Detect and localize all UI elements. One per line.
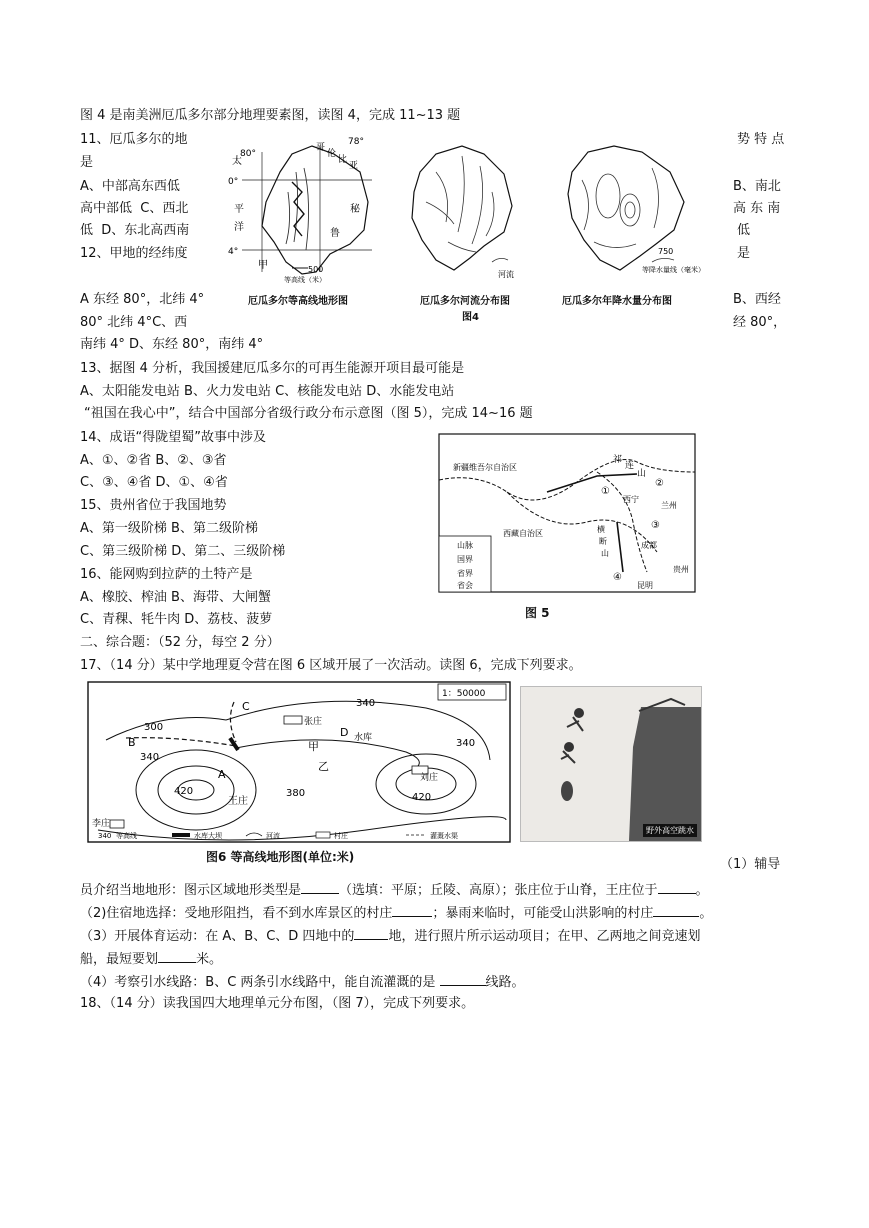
q15-stem: 15、贵州省位于我国地势 xyxy=(80,498,227,513)
q11-option-b-cont: 高中部低 C、西北 xyxy=(80,201,189,216)
map-contour xyxy=(228,137,372,284)
svg-text:4°: 4° xyxy=(228,247,239,257)
q11-stem-right: 势 特 点 xyxy=(737,132,785,147)
map2-caption: 厄瓜多尔河流分布图 xyxy=(420,296,510,307)
intro2-text: “祖国在我心中”，结合中国部分省级行政分布示意图（图 5），完成 14~16 题 xyxy=(84,406,533,421)
svg-text:山: 山 xyxy=(637,469,647,479)
answer-blank-3[interactable] xyxy=(392,903,432,917)
figure-5-label: 图 5 xyxy=(525,606,550,620)
q12-option-a: A 东经 80°，北纬 4° xyxy=(80,292,205,307)
svg-text:伦: 伦 xyxy=(327,149,337,159)
q11-stem: 11、厄瓜多尔的地 xyxy=(80,132,188,147)
q17-part-4: （4）考察引水线路：B、C 两条引水线路中，能自流灌溉的是 线路。 xyxy=(80,972,525,992)
q11-option-b: B、南北 xyxy=(733,179,781,194)
svg-text:王庄: 王庄 xyxy=(228,796,248,807)
svg-text:村庄: 村庄 xyxy=(334,832,348,840)
q15-options-2: C、第三级阶梯 D、第二、三级阶梯 xyxy=(80,544,286,559)
q11-option-c-cont: 高 东 南 xyxy=(733,201,781,216)
svg-text:③: ③ xyxy=(651,520,660,531)
svg-text:新疆维吾尔自治区: 新疆维吾尔自治区 xyxy=(453,463,517,472)
map1-caption: 厄瓜多尔等高线地形图 xyxy=(248,296,348,307)
photo-caption: 野外高空跳水 xyxy=(643,824,697,837)
svg-text:340: 340 xyxy=(98,832,112,840)
svg-text:比: 比 xyxy=(338,155,348,165)
svg-text:300: 300 xyxy=(144,722,164,733)
svg-text:平: 平 xyxy=(234,204,244,215)
svg-text:成都: 成都 xyxy=(641,541,657,550)
answer-blank-4[interactable] xyxy=(653,903,699,917)
svg-text:山: 山 xyxy=(601,549,609,558)
svg-text:380: 380 xyxy=(286,788,306,799)
svg-text:西宁: 西宁 xyxy=(623,495,639,504)
q11-option-a: A、中部高东西低 xyxy=(80,179,180,194)
svg-text:B: B xyxy=(128,736,136,749)
svg-text:1：50000: 1：50000 xyxy=(442,689,486,699)
map3-caption: 厄瓜多尔年降水量分布图 xyxy=(562,296,672,307)
q17-part-3-cont: 船，最短要划 米。 xyxy=(80,949,222,969)
svg-text:省界: 省界 xyxy=(457,569,473,578)
svg-text:昆明: 昆明 xyxy=(637,581,653,590)
q18-stem: 18、（14 分）读我国四大地理单元分布图，（图 7），完成下列要求。 xyxy=(80,996,475,1011)
svg-text:秘: 秘 xyxy=(350,204,360,215)
q16-options-1: A、橡胶、榨油 B、海带、大闸蟹 xyxy=(80,590,271,605)
svg-text:等降水量线（毫米）: 等降水量线（毫米） xyxy=(642,266,705,274)
q14-options-1: A、①、②省 B、②、③省 xyxy=(80,453,227,468)
svg-text:亚: 亚 xyxy=(349,161,359,171)
svg-text:西藏自治区: 西藏自治区 xyxy=(503,529,543,538)
svg-text:李庄: 李庄 xyxy=(92,819,111,829)
svg-text:②: ② xyxy=(655,478,664,489)
answer-blank-5[interactable] xyxy=(354,926,388,940)
figure-4 xyxy=(222,132,720,330)
svg-text:A: A xyxy=(218,768,226,781)
svg-text:①: ① xyxy=(601,486,610,497)
svg-text:省会: 省会 xyxy=(457,581,473,590)
svg-text:太: 太 xyxy=(232,156,242,167)
svg-text:国界: 国界 xyxy=(457,555,473,564)
svg-text:等高线: 等高线 xyxy=(116,832,137,840)
q12-stem-right: 是 xyxy=(737,246,751,261)
svg-text:鲁: 鲁 xyxy=(330,228,340,239)
svg-text:C: C xyxy=(242,700,250,713)
map-precipitation xyxy=(568,146,705,274)
svg-text:河流: 河流 xyxy=(498,270,514,279)
figure-6-caption: 图6 等高线地形图(单位:米) xyxy=(206,850,355,864)
svg-text:0°: 0° xyxy=(228,177,239,187)
svg-text:贵州: 贵州 xyxy=(673,565,689,574)
svg-text:兰州: 兰州 xyxy=(661,501,677,510)
q14-stem: 14、成语“得陇望蜀”故事中涉及 xyxy=(80,430,267,445)
section-2-heading: 二、综合题：（52 分，每空 2 分） xyxy=(80,635,280,650)
svg-text:河流: 河流 xyxy=(266,832,280,840)
q12-line2: 80° 北纬 4°C、西 xyxy=(80,315,188,330)
svg-text:D: D xyxy=(340,726,349,739)
diving-photo xyxy=(520,686,702,842)
q11-option-d-cont: 低 xyxy=(737,223,751,238)
answer-blank-6[interactable] xyxy=(158,949,196,963)
svg-text:山脉: 山脉 xyxy=(457,541,473,550)
svg-text:水库: 水库 xyxy=(354,733,373,743)
q17-part-1: 员介绍当地地形：图示区域地形类型是 （选填：平原；丘陵、高原）；张庄位于山脊，王庄位于 。 xyxy=(80,880,709,900)
q16-options-2: C、青稞、牦牛肉 D、荔枝、菠萝 xyxy=(80,612,273,627)
q12-option-b: B、西经 xyxy=(733,292,781,307)
svg-text:哥: 哥 xyxy=(316,143,326,153)
svg-text:420: 420 xyxy=(174,786,194,797)
svg-text:连: 连 xyxy=(625,461,635,471)
svg-text:等高线（米）: 等高线（米） xyxy=(284,276,326,284)
svg-text:④: ④ xyxy=(613,572,622,583)
svg-text:断: 断 xyxy=(599,537,607,546)
svg-text:340: 340 xyxy=(456,738,476,749)
svg-text:750: 750 xyxy=(658,247,674,256)
svg-text:刘庄: 刘庄 xyxy=(420,773,439,783)
q11-option-d: 低 D、东北高西南 xyxy=(80,223,190,238)
answer-blank-7[interactable] xyxy=(440,972,486,986)
q12-stem: 12、甲地的经纬度 xyxy=(80,246,188,261)
svg-text:甲: 甲 xyxy=(258,260,268,271)
svg-text:甲: 甲 xyxy=(308,740,319,753)
svg-text:80°: 80° xyxy=(240,149,256,159)
q13-options: A、太阳能发电站 B、火力发电站 C、核能发电站 D、水能发电站 xyxy=(80,384,455,399)
q17-part-3: （3）开展体育运动：在 A、B、C、D 四地中的 地，进行照片所示运动项目；在甲、乙两地之间竞速划 xyxy=(80,926,700,946)
svg-text:乙: 乙 xyxy=(318,760,329,773)
svg-text:祁: 祁 xyxy=(613,455,623,465)
q17-stem: 17、（14 分）某中学地理夏令营在图 6 区域开展了一次活动。读图 6，完成下列要求。 xyxy=(80,658,582,673)
svg-text:420: 420 xyxy=(412,792,432,803)
svg-text:张庄: 张庄 xyxy=(304,717,323,727)
q11-line2: 是 xyxy=(80,155,94,170)
figure-6 xyxy=(86,680,516,870)
answer-blank-2[interactable] xyxy=(658,880,696,894)
map-rivers xyxy=(412,146,514,279)
svg-text:340: 340 xyxy=(140,752,160,763)
q12-line3: 南纬 4° D、东经 80°，南纬 4° xyxy=(80,337,264,352)
svg-text:洋: 洋 xyxy=(234,222,244,233)
q12-line2-right: 经 80°， xyxy=(733,315,787,330)
svg-text:78°: 78° xyxy=(348,137,364,147)
q16-stem: 16、能网购到拉萨的土特产是 xyxy=(80,567,253,582)
answer-blank-1[interactable] xyxy=(301,880,339,894)
q17-p1-start: （1）辅导 xyxy=(720,857,781,872)
q17-part-2: （2)住宿地选择：受地形阻挡，看不到水库景区的村庄 ；暴雨来临时，可能受山洪影响的村庄 。 xyxy=(80,903,712,923)
q15-options-1: A、第一级阶梯 B、第二级阶梯 xyxy=(80,521,258,536)
figure-4-label: 图4 xyxy=(462,312,479,323)
q13-stem: 13、据图 4 分析，我国援建厄瓜多尔的可再生能源开项目最可能是 xyxy=(80,361,465,376)
intro-text: 图 4 是南美洲厄瓜多尔部分地理要素图，读图 4，完成 11~13 题 xyxy=(80,108,461,123)
svg-text:340: 340 xyxy=(356,698,376,709)
q14-options-2: C、③、④省 D、①、④省 xyxy=(80,475,228,490)
svg-text:灌溉水渠: 灌溉水渠 xyxy=(430,832,458,840)
svg-text:横: 横 xyxy=(597,525,605,534)
figure-5 xyxy=(437,432,699,632)
svg-text:水库大坝: 水库大坝 xyxy=(194,832,222,840)
svg-text:500: 500 xyxy=(308,265,324,274)
